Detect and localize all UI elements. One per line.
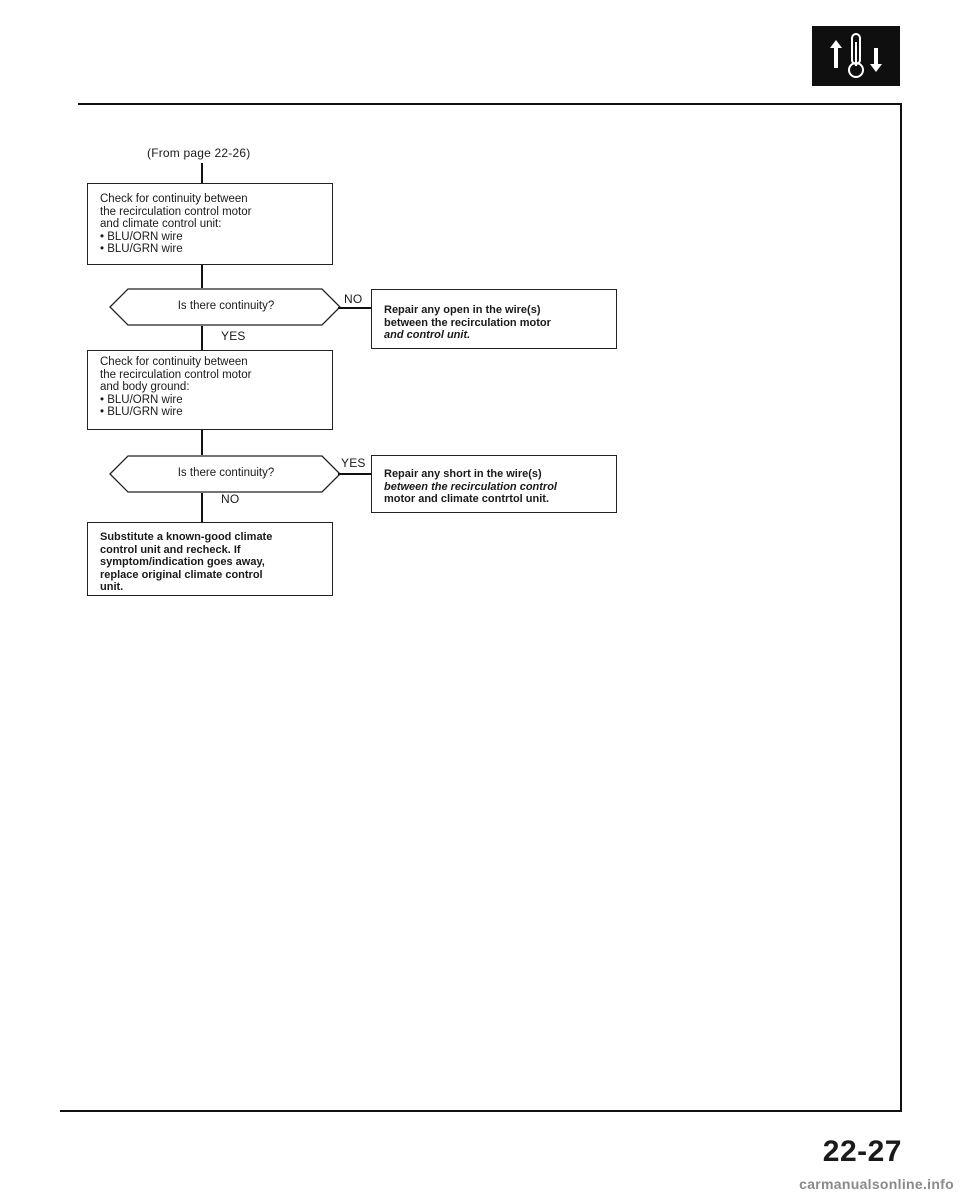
final-line: replace original climate control bbox=[100, 568, 263, 581]
repair2-line: Repair any short in the wire(s) bbox=[384, 468, 542, 480]
thermometer-arrows-svg bbox=[812, 26, 900, 86]
step1-line: the recirculation control motor bbox=[100, 205, 252, 218]
repair2-line: motor and climate contrtol unit. bbox=[384, 493, 550, 505]
final-line: symptom/indication goes away, bbox=[100, 556, 265, 568]
repair2-box bbox=[371, 455, 617, 513]
climate-control-thermometer-icon bbox=[812, 26, 900, 86]
bottom-rule bbox=[60, 1110, 902, 1112]
step2-line: • BLU/GRN wire bbox=[100, 406, 183, 418]
final-line: Substitute a known-good climate bbox=[100, 531, 273, 543]
from-page-label: (From page 22-26) bbox=[147, 146, 251, 160]
connector bbox=[201, 493, 203, 523]
step1-line: • BLU/ORN wire bbox=[100, 230, 183, 243]
question1-no-label: NO bbox=[344, 292, 363, 306]
connector bbox=[338, 473, 371, 475]
question2-yes-label: YES bbox=[341, 456, 366, 470]
connector bbox=[201, 430, 203, 455]
repair2-line: between the recirculation control bbox=[384, 480, 557, 493]
step2-box bbox=[87, 350, 333, 430]
question2-no-label: NO bbox=[221, 492, 240, 506]
connector bbox=[201, 265, 203, 288]
connector bbox=[201, 163, 203, 184]
question1-text: Is there continuity? bbox=[177, 300, 275, 312]
step1-line: and climate control unit: bbox=[100, 218, 222, 230]
repair1-line: Repair any open in the wire(s) bbox=[384, 304, 541, 316]
connector bbox=[201, 326, 203, 351]
repair1-line: between the recirculation motor bbox=[384, 316, 551, 329]
top-rule bbox=[78, 103, 902, 105]
step2-line: Check for continuity between bbox=[100, 356, 248, 368]
step2-line: and body ground: bbox=[100, 381, 190, 393]
watermark: carmanualsonline.info bbox=[799, 1176, 954, 1192]
right-rule bbox=[900, 103, 902, 1112]
step1-box bbox=[87, 183, 333, 265]
step2-line: • BLU/ORN wire bbox=[100, 393, 183, 406]
step1-line: Check for continuity between bbox=[100, 193, 248, 205]
question1-yes-label: YES bbox=[221, 329, 246, 343]
repair1-line: and control unit. bbox=[384, 329, 471, 341]
step2-line: the recirculation control motor bbox=[100, 368, 252, 381]
step1-line: • BLU/GRN wire bbox=[100, 243, 183, 255]
page-number: 22-27 bbox=[822, 1135, 902, 1168]
final-line: unit. bbox=[100, 581, 124, 593]
question2-text: Is there continuity? bbox=[177, 467, 275, 479]
repair1-box bbox=[371, 289, 617, 349]
final-step-box bbox=[87, 522, 333, 596]
connector bbox=[338, 307, 371, 309]
final-line: control unit and recheck. If bbox=[100, 543, 241, 556]
